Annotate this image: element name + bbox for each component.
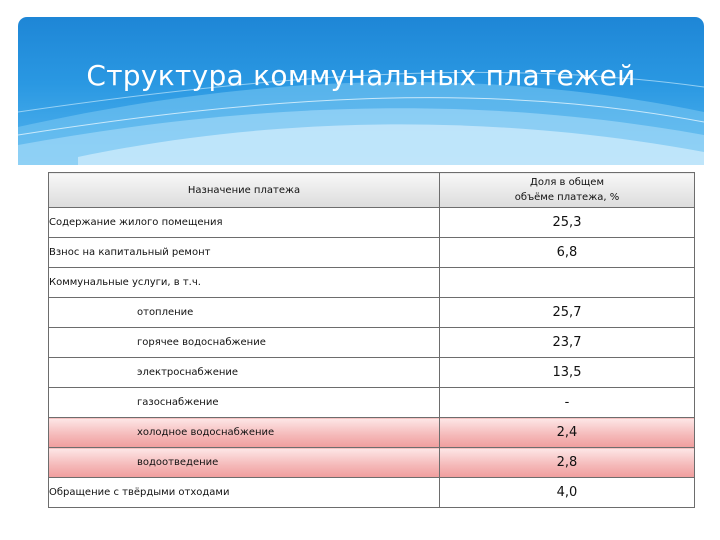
row-value (440, 268, 695, 298)
header-share-percent (440, 173, 695, 208)
row-label: холодное водоснабжение (49, 418, 440, 448)
table-row-highlighted (49, 418, 695, 448)
header-payment-purpose: Назначение платежа (49, 173, 440, 208)
row-label: электроснабжение (49, 358, 440, 388)
row-value: 13,5 (440, 358, 695, 388)
table-row-highlighted (49, 448, 695, 478)
payments-structure-table (48, 172, 695, 508)
table-row (49, 208, 695, 238)
table-row (49, 358, 695, 388)
table-row (49, 328, 695, 358)
row-value: 6,8 (440, 238, 695, 268)
row-label: газоснабжение (49, 388, 440, 418)
table-row (49, 298, 695, 328)
table-row (49, 238, 695, 268)
row-value: 23,7 (440, 328, 695, 358)
row-label: отопление (49, 298, 440, 328)
row-label: Обращение с твёрдыми отходами (49, 478, 440, 508)
table-row (49, 388, 695, 418)
row-label: водоотведение (49, 448, 440, 478)
row-label: Взнос на капитальный ремонт (49, 238, 440, 268)
row-value: 2,8 (440, 448, 695, 478)
slide-header-banner (18, 17, 704, 165)
row-label: Коммунальные услуги, в т.ч. (49, 268, 440, 298)
table-row (49, 478, 695, 508)
row-value: 25,7 (440, 298, 695, 328)
table-row-group-heading (49, 268, 695, 298)
row-value: 4,0 (440, 478, 695, 508)
row-value: 25,3 (440, 208, 695, 238)
slide-title: Структура коммунальных платежей (86, 59, 636, 92)
row-label: горячее водоснабжение (49, 328, 440, 358)
table-header-row (49, 173, 695, 208)
row-value: 2,4 (440, 418, 695, 448)
row-value: - (440, 388, 695, 418)
header-share-line1: Доля в общем (530, 177, 604, 188)
header-share-line2: объёме платежа, % (514, 192, 620, 203)
row-label: Содержание жилого помещения (49, 208, 440, 238)
